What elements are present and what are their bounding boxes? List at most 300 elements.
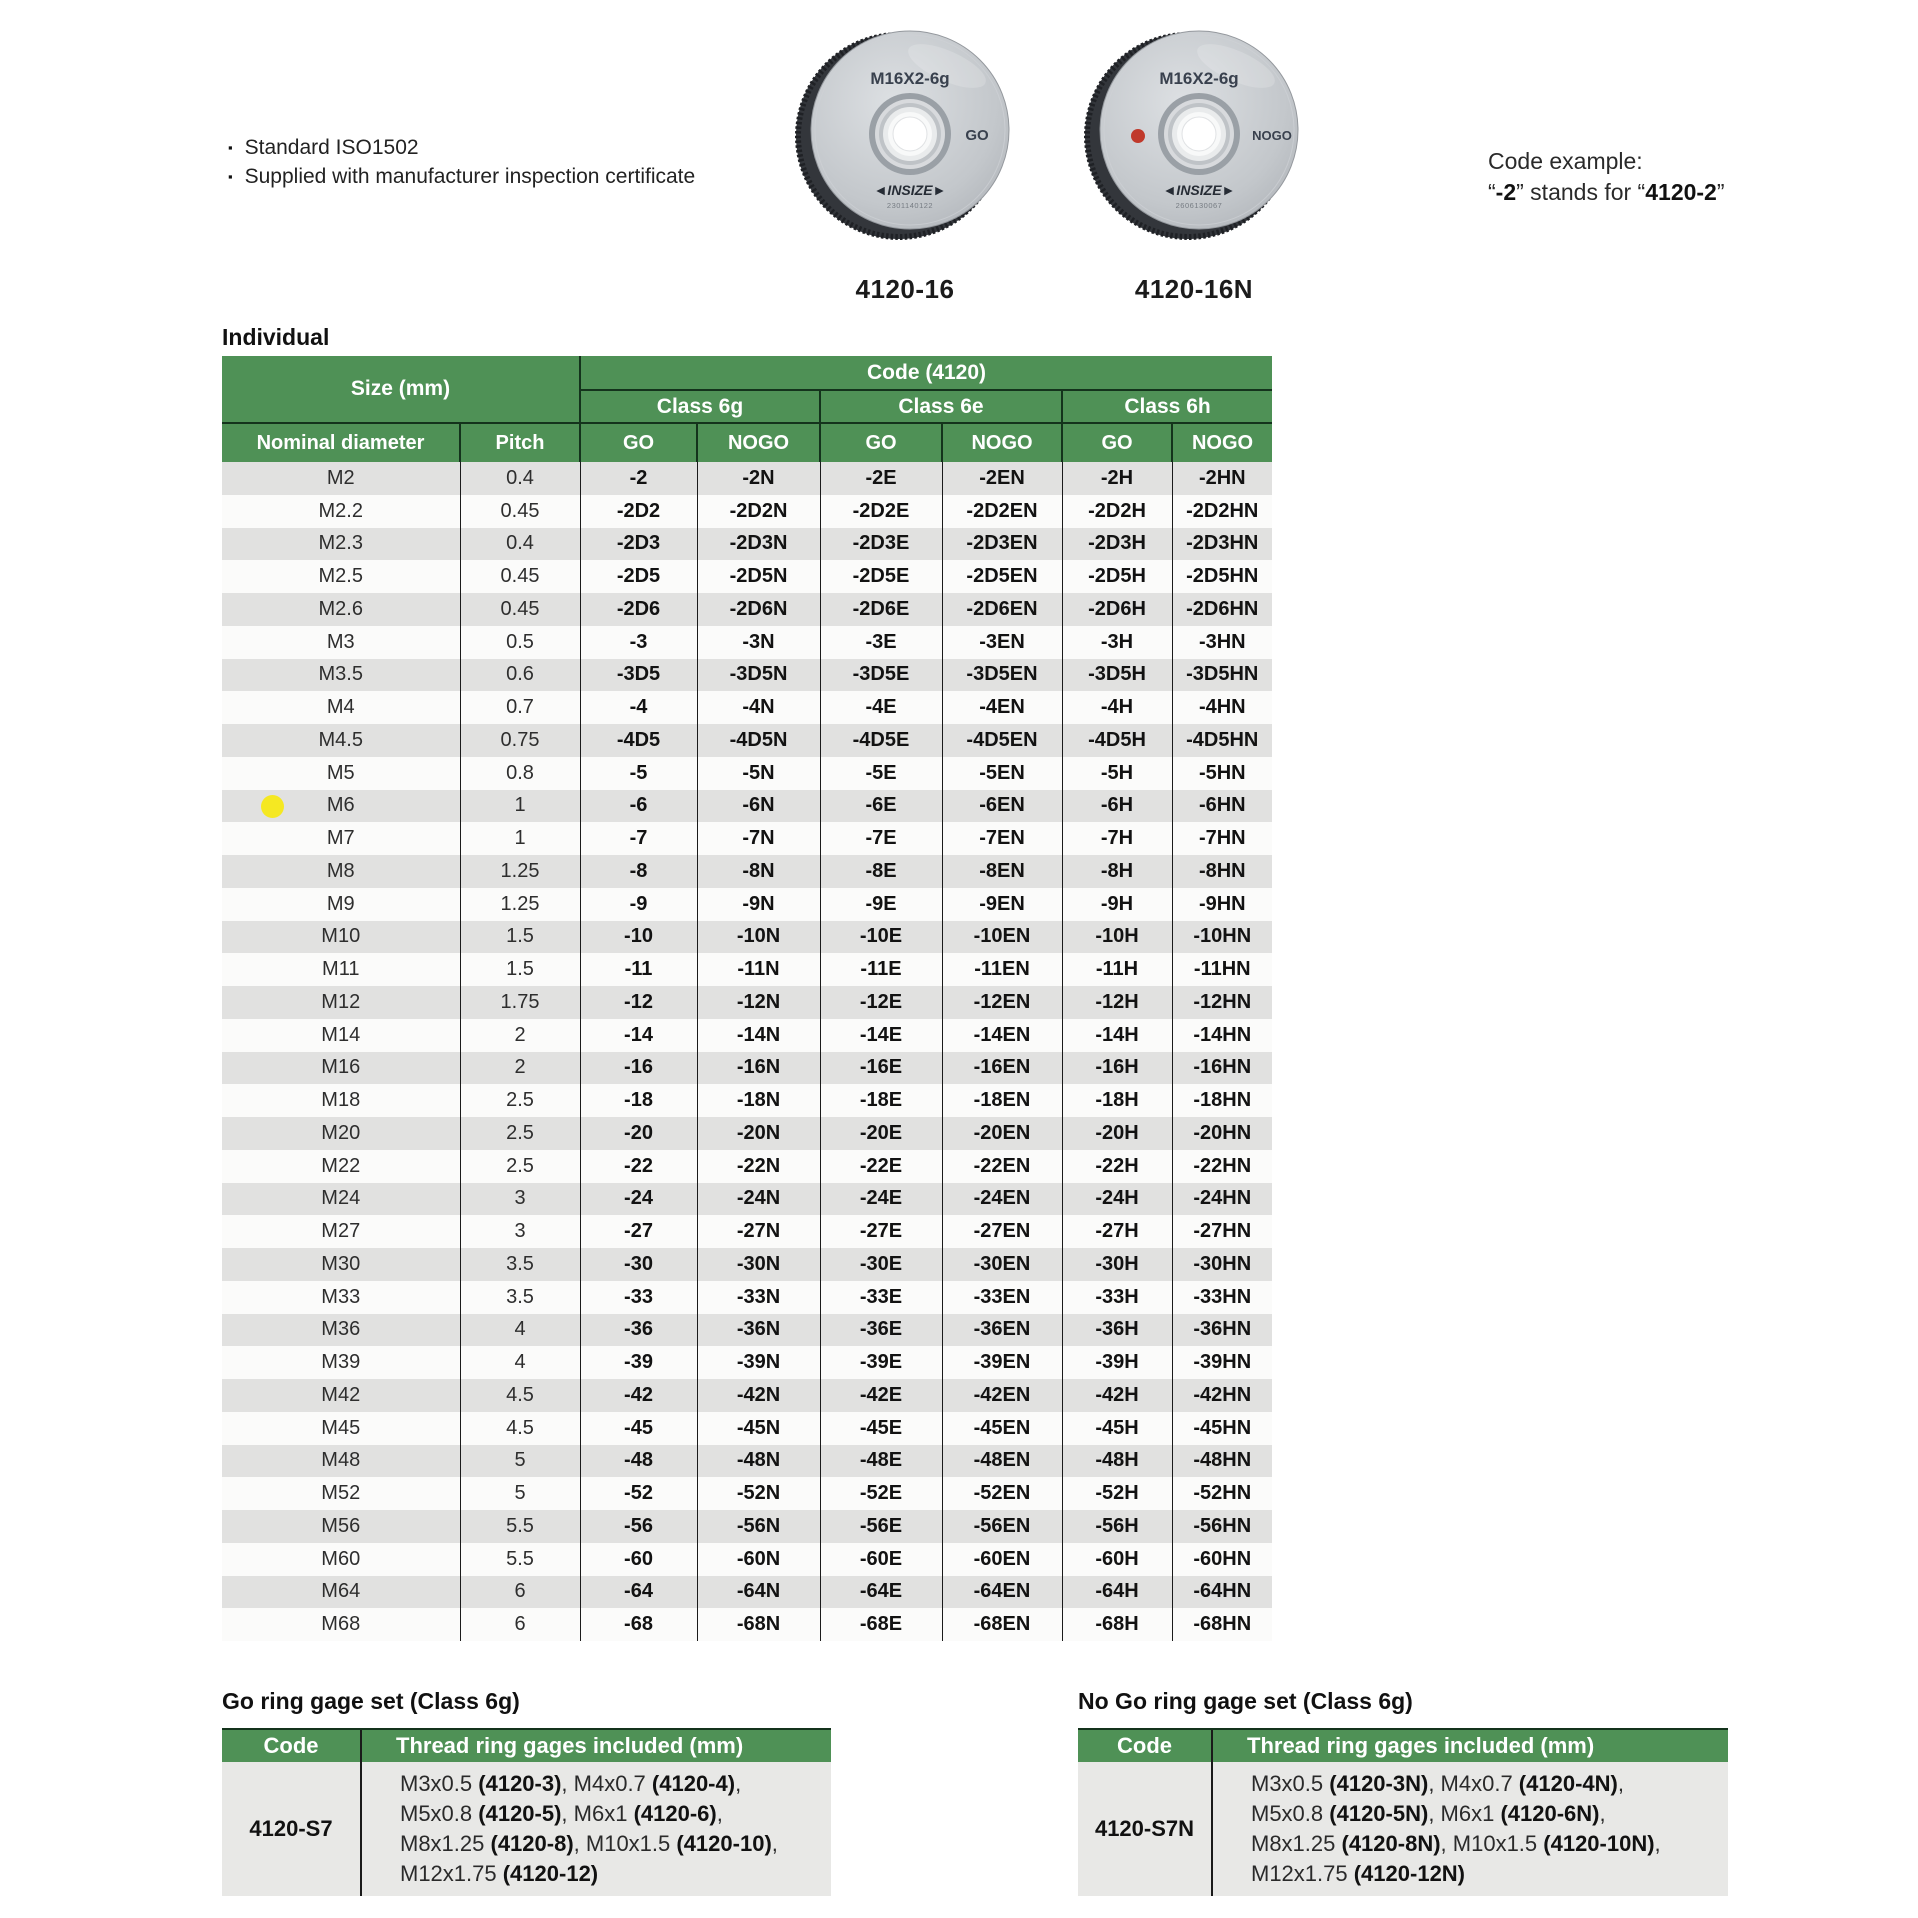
code-cell: -12N — [697, 986, 820, 1019]
code-cell: -11HN — [1172, 953, 1272, 986]
bullet-item — [228, 133, 695, 162]
code-cell: -3E — [820, 626, 942, 659]
code-cell: -10E — [820, 921, 942, 954]
pitch-cell: 0.45 — [460, 560, 580, 593]
nominal-diameter-cell: M2.5 — [222, 560, 460, 593]
code-cell: -12E — [820, 986, 942, 1019]
pitch-cell: 2.5 — [460, 1117, 580, 1150]
nominal-diameter-cell: M60 — [222, 1543, 460, 1576]
code-cell: -6E — [820, 790, 942, 823]
nominal-diameter-cell: M45 — [222, 1412, 460, 1445]
text-segment: (4120-8N) — [1341, 1831, 1441, 1856]
nominal-diameter-cell: M4 — [222, 691, 460, 724]
code-cell: -24EN — [942, 1183, 1062, 1216]
code-cell: -36EN — [942, 1314, 1062, 1347]
code-cell: -6N — [697, 790, 820, 823]
code-cell: -27E — [820, 1215, 942, 1248]
pitch-cell: 1.25 — [460, 888, 580, 921]
table-row-M56 — [222, 1510, 1272, 1543]
code-cell: -64E — [820, 1576, 942, 1609]
code-cell: -18EN — [942, 1084, 1062, 1117]
text-segment: “ — [1488, 179, 1496, 205]
code-cell: -30EN — [942, 1248, 1062, 1281]
code-cell: -4D5E — [820, 724, 942, 757]
table-row-M4 — [222, 691, 1272, 724]
table-row-M3 — [222, 626, 1272, 659]
code-cell: -33H — [1062, 1281, 1172, 1314]
code-cell: -39E — [820, 1346, 942, 1379]
code-cell: -27H — [1062, 1215, 1172, 1248]
nominal-diameter-header: Nominal diameter — [222, 423, 460, 462]
code-cell: -33 — [580, 1281, 697, 1314]
code-cell: -2D2E — [820, 495, 942, 528]
nominal-diameter-cell: M12 — [222, 986, 460, 1019]
text-segment: (4120-10N) — [1543, 1831, 1655, 1856]
individual-heading: Individual — [222, 324, 330, 350]
text-segment: M5x0.8 — [400, 1801, 479, 1826]
nominal-diameter-cell: M20 — [222, 1117, 460, 1150]
nogo-set-code-value: 4120-S7N — [1078, 1762, 1212, 1896]
pitch-cell: 0.5 — [460, 626, 580, 659]
code-cell: -5N — [697, 757, 820, 790]
code-cell: -48H — [1062, 1445, 1172, 1478]
table-row-M11 — [222, 953, 1272, 986]
pitch-cell: 1.5 — [460, 921, 580, 954]
code-cell: -22E — [820, 1150, 942, 1183]
code-cell: -36 — [580, 1314, 697, 1347]
pitch-cell: 4 — [460, 1346, 580, 1379]
code-cell: -42HN — [1172, 1379, 1272, 1412]
table-row-M5 — [222, 757, 1272, 790]
serial-number: 2606130067 — [1175, 201, 1223, 210]
code-cell: -68HN — [1172, 1608, 1272, 1641]
text-segment: (4120-12) — [502, 1861, 599, 1886]
code-cell: -7 — [580, 822, 697, 855]
class-6g-header: Class 6g — [580, 390, 820, 423]
text-segment: , — [1599, 1801, 1606, 1826]
code-cell: -18N — [697, 1084, 820, 1117]
code-cell: -8N — [697, 855, 820, 888]
code-cell: -12EN — [942, 986, 1062, 1019]
code-cell: -60EN — [942, 1543, 1062, 1576]
code-cell: -3 — [580, 626, 697, 659]
go-set-section — [222, 1688, 831, 1896]
table-row-M14 — [222, 1019, 1272, 1052]
code-cell: -6HN — [1172, 790, 1272, 823]
code-cell: -16EN — [942, 1052, 1062, 1085]
code-cell: -5HN — [1172, 757, 1272, 790]
code-cell: -22HN — [1172, 1150, 1272, 1183]
nominal-diameter-cell: M42 — [222, 1379, 460, 1412]
code-cell: -18E — [820, 1084, 942, 1117]
code-cell: -27N — [697, 1215, 820, 1248]
code-cell: -36N — [697, 1314, 820, 1347]
go-set-code-header: Code — [222, 1729, 361, 1762]
go-set-code-value: 4120-S7 — [222, 1762, 361, 1896]
nominal-diameter-cell: M14 — [222, 1019, 460, 1052]
code-cell: -27 — [580, 1215, 697, 1248]
nogo-6h-header: NOGO — [1172, 423, 1272, 462]
code-cell: -16N — [697, 1052, 820, 1085]
code-cell: -11E — [820, 953, 942, 986]
code-cell: -60HN — [1172, 1543, 1272, 1576]
text-segment: M3x0.5 — [400, 1771, 479, 1796]
code-cell: -2D2N — [697, 495, 820, 528]
pitch-cell: 2.5 — [460, 1150, 580, 1183]
code-cell: -20H — [1062, 1117, 1172, 1150]
text-segment: , M4x0.7 — [1428, 1771, 1519, 1796]
code-cell: -16H — [1062, 1052, 1172, 1085]
code-cell: -2D2EN — [942, 495, 1062, 528]
pitch-cell: 5 — [460, 1445, 580, 1478]
code-cell: -14N — [697, 1019, 820, 1052]
table-row-M9 — [222, 888, 1272, 921]
code-cell: -2D6 — [580, 593, 697, 626]
code-cell: -4HN — [1172, 691, 1272, 724]
code-cell: -24HN — [1172, 1183, 1272, 1216]
text-segment: (4120-10) — [676, 1831, 772, 1856]
text-segment: M8x1.25 — [1251, 1831, 1342, 1856]
table-row-M60 — [222, 1543, 1272, 1576]
pitch-cell: 6 — [460, 1576, 580, 1609]
code-cell: -56H — [1062, 1510, 1172, 1543]
code-cell: -24E — [820, 1183, 942, 1216]
pitch-cell: 0.4 — [460, 528, 580, 561]
text-segment: (4120-8) — [490, 1831, 574, 1856]
gage-list-line — [1251, 1859, 1718, 1889]
text-segment: , — [1654, 1831, 1661, 1856]
class-6h-header: Class 6h — [1062, 390, 1272, 423]
nogo-set-gages-header: Thread ring gages included (mm) — [1212, 1729, 1728, 1762]
code-cell: -6H — [1062, 790, 1172, 823]
code-cell: -56EN — [942, 1510, 1062, 1543]
code-cell: -64EN — [942, 1576, 1062, 1609]
code-cell: -3HN — [1172, 626, 1272, 659]
nominal-diameter-cell: M5 — [222, 757, 460, 790]
code-cell: -4D5 — [580, 724, 697, 757]
code-cell: -27EN — [942, 1215, 1062, 1248]
code-cell: -68E — [820, 1608, 942, 1641]
text-segment: (4120-4N) — [1518, 1771, 1618, 1796]
code-cell: -9HN — [1172, 888, 1272, 921]
code-cell: -8E — [820, 855, 942, 888]
red-dot-marker — [1131, 129, 1145, 143]
code-cell: -33E — [820, 1281, 942, 1314]
code-cell: -39 — [580, 1346, 697, 1379]
code-cell: -30H — [1062, 1248, 1172, 1281]
code-cell: -14HN — [1172, 1019, 1272, 1052]
pitch-cell: 0.4 — [460, 462, 580, 495]
pitch-cell: 0.7 — [460, 691, 580, 724]
code-cell: -14 — [580, 1019, 697, 1052]
header-row-groups — [222, 356, 1272, 390]
code-cell: -56N — [697, 1510, 820, 1543]
nominal-diameter-cell: M7 — [222, 822, 460, 855]
code-cell: -2D3H — [1062, 528, 1172, 561]
code-cell: -12 — [580, 986, 697, 1019]
code-cell: -8EN — [942, 855, 1062, 888]
code-cell: -10EN — [942, 921, 1062, 954]
nogo-6g-header: NOGO — [697, 423, 820, 462]
code-cell: -2D6EN — [942, 593, 1062, 626]
code-cell: -52N — [697, 1477, 820, 1510]
code-cell: -10HN — [1172, 921, 1272, 954]
code-cell: -56 — [580, 1510, 697, 1543]
code-cell: -52H — [1062, 1477, 1172, 1510]
code-cell: -9 — [580, 888, 697, 921]
text-segment: , — [716, 1801, 723, 1826]
text-segment: (4120-4) — [651, 1771, 736, 1796]
bullet-square-icon: ▪ — [228, 140, 233, 155]
code-cell: -2D5H — [1062, 560, 1172, 593]
pitch-cell: 2 — [460, 1052, 580, 1085]
text-segment: (4120-5) — [478, 1801, 562, 1826]
code-cell: -7HN — [1172, 822, 1272, 855]
text-segment: (4120-6N) — [1500, 1801, 1600, 1826]
individual-spec-table — [222, 356, 1272, 1641]
nominal-diameter-cell: M56 — [222, 1510, 460, 1543]
spec-table-body — [222, 462, 1272, 1641]
code-cell: -64 — [580, 1576, 697, 1609]
code-cell: -36E — [820, 1314, 942, 1347]
code-cell: -7H — [1062, 822, 1172, 855]
bullet-text: Supplied with manufacturer inspection certificate — [244, 165, 696, 188]
table-row-M2.6 — [222, 593, 1272, 626]
table-row-M22 — [222, 1150, 1272, 1183]
code-cell: -42N — [697, 1379, 820, 1412]
code-cell: -7N — [697, 822, 820, 855]
nogo-6e-header: NOGO — [942, 423, 1062, 462]
code-cell: -16HN — [1172, 1052, 1272, 1085]
code-cell: -3D5E — [820, 659, 942, 692]
nominal-diameter-cell: M8 — [222, 855, 460, 888]
nominal-diameter-cell: M48 — [222, 1445, 460, 1478]
code-cell: -30HN — [1172, 1248, 1272, 1281]
pitch-cell: 0.8 — [460, 757, 580, 790]
code-cell: -5E — [820, 757, 942, 790]
text-segment: , — [771, 1831, 778, 1856]
code-cell: -30N — [697, 1248, 820, 1281]
pitch-cell: 1.5 — [460, 953, 580, 986]
code-cell: -39H — [1062, 1346, 1172, 1379]
pitch-cell: 4.5 — [460, 1412, 580, 1445]
text-segment: (4120-3) — [478, 1771, 562, 1796]
table-row-M7 — [222, 822, 1272, 855]
table-row-M3.5 — [222, 659, 1272, 692]
code-cell: -7EN — [942, 822, 1062, 855]
code-cell: -33EN — [942, 1281, 1062, 1314]
table-row-M68 — [222, 1608, 1272, 1641]
nogo-label: NOGO — [1252, 128, 1292, 143]
code-cell: -2 — [580, 462, 697, 495]
pitch-cell: 5 — [460, 1477, 580, 1510]
gage-list-line — [400, 1829, 821, 1859]
code-cell: -36H — [1062, 1314, 1172, 1347]
nogo-gage-caption: 4120-16N — [1134, 274, 1254, 304]
code-cell: -48HN — [1172, 1445, 1272, 1478]
code-cell: -48 — [580, 1445, 697, 1478]
code-cell: -10H — [1062, 921, 1172, 954]
code-cell: -2D3E — [820, 528, 942, 561]
code-example-line1: Code example: — [1488, 148, 1643, 174]
nominal-diameter-cell: M11 — [222, 953, 460, 986]
text-segment: ” — [1716, 179, 1725, 205]
code-cell: -68 — [580, 1608, 697, 1641]
pitch-cell: 1.25 — [460, 855, 580, 888]
code-example-line2 — [1488, 177, 1725, 208]
insize-logo: ◄INSIZE► — [873, 182, 947, 198]
code-cell: -3H — [1062, 626, 1172, 659]
code-cell: -2N — [697, 462, 820, 495]
code-cell: -45N — [697, 1412, 820, 1445]
code-cell: -3D5HN — [1172, 659, 1272, 692]
table-row-M33 — [222, 1281, 1272, 1314]
code-cell: -2D2HN — [1172, 495, 1272, 528]
code-cell: -5EN — [942, 757, 1062, 790]
code-cell: -68EN — [942, 1608, 1062, 1641]
code-cell: -11N — [697, 953, 820, 986]
nominal-diameter-cell: M33 — [222, 1281, 460, 1314]
code-cell: -48EN — [942, 1445, 1062, 1478]
code-cell: -2D3EN — [942, 528, 1062, 561]
code-cell: -20N — [697, 1117, 820, 1150]
table-row-M2 — [222, 462, 1272, 495]
code-cell: -2D3HN — [1172, 528, 1272, 561]
code-cell: -68H — [1062, 1608, 1172, 1641]
nominal-diameter-cell: M22 — [222, 1150, 460, 1183]
code-cell: -2D5E — [820, 560, 942, 593]
code-cell: -9E — [820, 888, 942, 921]
code-cell: -2D2 — [580, 495, 697, 528]
table-row-M52 — [222, 1477, 1272, 1510]
insize-logo: ◄INSIZE► — [1162, 182, 1236, 198]
nominal-diameter-cell: M9 — [222, 888, 460, 921]
code-cell: -27HN — [1172, 1215, 1272, 1248]
nominal-diameter-cell: M24 — [222, 1183, 460, 1216]
pitch-cell: 3.5 — [460, 1248, 580, 1281]
nominal-diameter-cell: M30 — [222, 1248, 460, 1281]
feature-bullet-list — [228, 133, 695, 191]
go-6h-header: GO — [1062, 423, 1172, 462]
code-cell: -12HN — [1172, 986, 1272, 1019]
text-segment: , M10x1.5 — [573, 1831, 677, 1856]
code-cell: -4D5H — [1062, 724, 1172, 757]
pitch-cell: 0.45 — [460, 495, 580, 528]
code-cell: -3D5H — [1062, 659, 1172, 692]
table-row-M30 — [222, 1248, 1272, 1281]
gage-list-line — [1251, 1769, 1718, 1799]
text-segment: ” stands for “ — [1516, 179, 1646, 205]
text-segment: (4120-6) — [633, 1801, 717, 1826]
code-cell: -48E — [820, 1445, 942, 1478]
nominal-diameter-cell: M3.5 — [222, 659, 460, 692]
header-row-columns — [222, 423, 1272, 462]
text-segment: 4120-2 — [1645, 179, 1717, 205]
bullet-text: Standard ISO1502 — [244, 136, 419, 159]
text-segment: (4120-3N) — [1329, 1771, 1429, 1796]
code-cell: -22N — [697, 1150, 820, 1183]
nominal-diameter-cell: M64 — [222, 1576, 460, 1609]
go-6e-header: GO — [820, 423, 942, 462]
table-row-M18 — [222, 1084, 1272, 1117]
code-cell: -3D5EN — [942, 659, 1062, 692]
table-row-M16 — [222, 1052, 1272, 1085]
bullet-square-icon: ▪ — [228, 169, 233, 184]
pitch-cell: 3 — [460, 1183, 580, 1216]
code-cell: -11 — [580, 953, 697, 986]
gage-marking-text: M16X2-6g — [870, 69, 950, 88]
code-cell: -52 — [580, 1477, 697, 1510]
code-cell: -60N — [697, 1543, 820, 1576]
pitch-cell: 5.5 — [460, 1543, 580, 1576]
table-row-M20 — [222, 1117, 1272, 1150]
table-row-M64 — [222, 1576, 1272, 1609]
text-segment: , M4x0.7 — [561, 1771, 652, 1796]
pitch-cell: 3.5 — [460, 1281, 580, 1314]
code-cell: -9H — [1062, 888, 1172, 921]
code-cell: -24 — [580, 1183, 697, 1216]
code-cell: -3D5 — [580, 659, 697, 692]
code-cell: -14E — [820, 1019, 942, 1052]
pitch-cell: 5.5 — [460, 1510, 580, 1543]
table-row-M4.5 — [222, 724, 1272, 757]
table-row-M2.2 — [222, 495, 1272, 528]
code-cell: -22 — [580, 1150, 697, 1183]
code-cell: -20EN — [942, 1117, 1062, 1150]
code-cell: -6 — [580, 790, 697, 823]
code-cell: -2D6H — [1062, 593, 1172, 626]
code-cell: -5H — [1062, 757, 1172, 790]
code-cell: -18 — [580, 1084, 697, 1117]
code-cell: -4D5N — [697, 724, 820, 757]
code-cell: -60 — [580, 1543, 697, 1576]
code-cell: -11EN — [942, 953, 1062, 986]
class-6e-header: Class 6e — [820, 390, 1062, 423]
bullet-item — [228, 162, 695, 191]
code-cell: -42 — [580, 1379, 697, 1412]
code-cell: -2EN — [942, 462, 1062, 495]
code-cell: -64HN — [1172, 1576, 1272, 1609]
code-cell: -52EN — [942, 1477, 1062, 1510]
go-set-title: Go ring gage set (Class 6g) — [222, 1688, 520, 1714]
nogo-ring-gage-figure — [1078, 14, 1310, 305]
table-row-M48 — [222, 1445, 1272, 1478]
code-cell: -39N — [697, 1346, 820, 1379]
go-set-gage-list — [361, 1762, 831, 1896]
code-cell: -45H — [1062, 1412, 1172, 1445]
code-cell: -9EN — [942, 888, 1062, 921]
code-cell: -2H — [1062, 462, 1172, 495]
table-row-M39 — [222, 1346, 1272, 1379]
code-cell: -42E — [820, 1379, 942, 1412]
code-cell: -42EN — [942, 1379, 1062, 1412]
go-6g-header: GO — [580, 423, 697, 462]
text-segment: , M6x1 — [1428, 1801, 1501, 1826]
code-cell: -30 — [580, 1248, 697, 1281]
code-cell: -36HN — [1172, 1314, 1272, 1347]
code-cell: -60H — [1062, 1543, 1172, 1576]
code-cell: -64H — [1062, 1576, 1172, 1609]
pitch-cell: 1 — [460, 822, 580, 855]
table-row-M36 — [222, 1314, 1272, 1347]
code-cell: -39EN — [942, 1346, 1062, 1379]
code-4120-header: Code (4120) — [580, 356, 1272, 390]
code-cell: -24N — [697, 1183, 820, 1216]
code-cell: -18HN — [1172, 1084, 1272, 1117]
code-cell: -3EN — [942, 626, 1062, 659]
serial-number: 2301140122 — [886, 201, 934, 210]
text-segment: M12x1.75 — [1251, 1861, 1354, 1886]
